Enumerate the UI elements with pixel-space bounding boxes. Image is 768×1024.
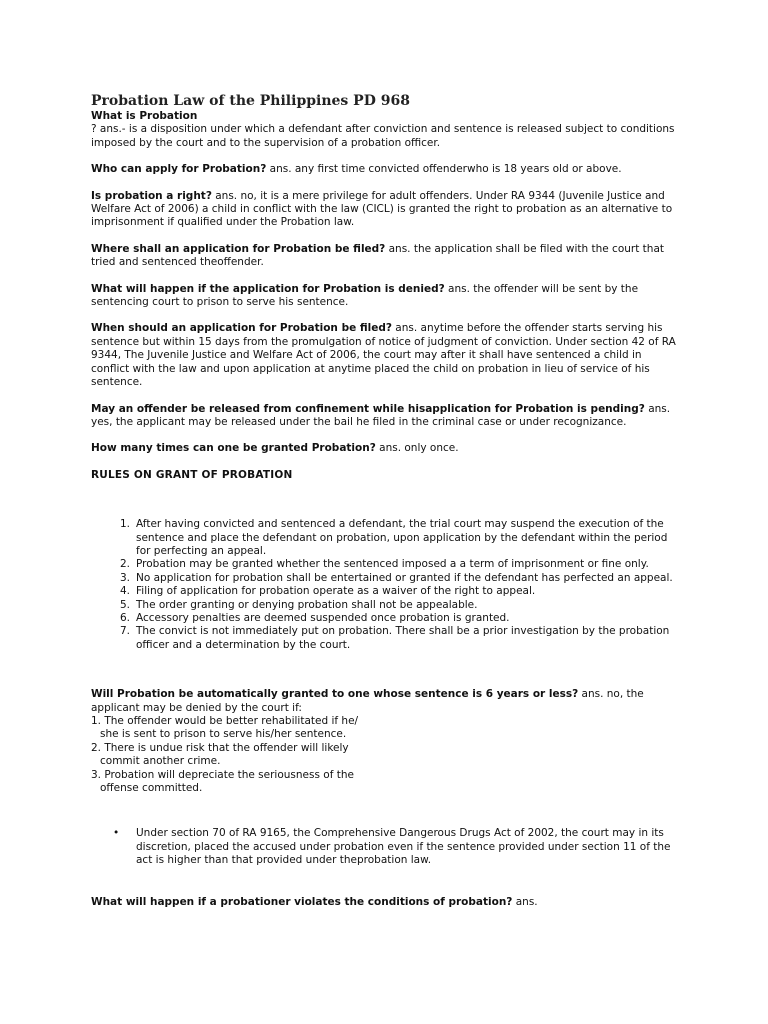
document-title: Probation Law of the Philippines PD 968 [91,93,410,109]
list-number: 5. [119,598,130,611]
answer: ans. yes, the applicant may be released under the bail he filed in the criminal case or under recognizance. [91,402,671,428]
list-text: After having convicted and sentenced a defendant, the trial court may suspend the execution of the sentence and place the defendant on probation, upon application by the defendant within the period for perfecting an appeal. [136,518,668,557]
list-text: Accessory penalties are deemed suspended once probation is granted. [136,611,510,624]
question: What will happen if the application for Probation is denied? [91,282,445,295]
bullet-icon: • [113,827,120,840]
question: Where shall an application for Probation be filed? [91,242,386,255]
list-number: 2. [119,558,130,571]
bullet-text: Under section 70 of RA 9165, the Comprehensive Dangerous Drugs Act of 2002, the court may in its discretion, placed the accused under probation even if the sentence provided under section 11 of the act is higher than that provided under theprobation law. [136,827,671,867]
qa-item [91,163,681,176]
list-item: 3. Probation will depreciate the seriousness of the offense committed. [91,768,354,795]
question: May an offender be released from confinement while hisapplication for Probation is pending? [91,402,645,415]
rules-list [91,518,681,652]
list-item: 2. There is undue risk that the offender will likely commit another crime. [91,741,349,768]
list-item [119,611,681,625]
qa-item [91,243,681,270]
question-what-is-probation: What is Probation [91,110,198,122]
list-number: 7. [119,625,130,638]
list-number: 4. [119,585,130,598]
list-item [119,558,681,571]
list-item: 1. The offender would be better rehabilitated if he/ she is sent to prison to serve his/her sentence. [91,715,359,741]
violation-section [91,896,681,909]
list-text: The order granting or denying probation shall not be appealable. [136,598,478,611]
answer: ans. anytime before the offender starts serving his sentence but within 15 days from the promulgation of notice of judgment of conviction. Under section 42 of RA 9344, The Juvenile Justice and Welfare Act of 2006, the court may after it shall have sentenced a child in conflict with the law and upon application at anytime placed the child on probation in lieu of service of his sentence. [91,322,676,389]
document-page [91,92,681,909]
denial-reasons-list [91,715,361,795]
list-text: The convict is not immediately put on probation. There shall be a prior investigation by the probation officer and a determination by the court. [136,625,670,651]
qa-item [91,442,681,455]
qa-item [91,322,681,389]
question: Is probation a right? [91,189,212,202]
auto-grant-section [91,688,681,795]
answer: ans. the offender will be sent by the sentencing court to prison to serve his sentence. [91,282,639,309]
list-number: 1. [119,518,130,531]
bullet-paragraph [91,827,681,867]
question: Who can apply for Probation? [91,163,267,176]
question: How many times can one be granted Probation? [91,442,376,455]
list-text: Probation may be granted whether the sentenced imposed a a term of imprisonment or fine only. [136,558,649,571]
answer: ans. [512,895,538,908]
answer: ans. only once. [375,442,459,455]
what-is-probation [91,110,681,150]
qa-item [91,283,681,310]
list-text: Filing of application for probation operate as a waiver of the right to appeal. [136,585,536,598]
answer: ans. any first time convicted offenderwho is 18 years old or above. [266,163,622,176]
list-number: 3. [119,571,130,584]
list-item [119,571,681,585]
answer: ans. no, the applicant may be denied by the court if: [91,688,644,714]
list-text: No application for probation shall be entertained or granted if the defendant has perfected an appeal. [136,571,673,584]
answer-what-is-probation: ? ans.- is a disposition under which a defendant after conviction and sentence is released subject to conditions imposed by the court and to the supervision of a probation officer. [91,123,675,149]
list-item [119,598,681,612]
question: What will happen if a probationer violates the conditions of probation? [91,895,513,908]
question: When should an application for Probation be filed? [91,322,392,335]
list-item [119,518,681,558]
list-item [119,585,681,598]
answer: ans. no, it is a mere privilege for adult offenders. Under RA 9344 (Juvenile Justice and Welfare Act of 2006) a child in conflict with the law (CICL) is granted the right to probation as an alternative to imprisonment if qualified under the Probation law. [91,189,673,229]
qa-item [91,190,681,230]
question: Will Probation be automatically granted to one whose sentence is 6 years or less? [91,688,579,701]
qa-item [91,403,681,430]
rules-heading: RULES ON GRANT OF PROBATION [91,468,293,481]
list-number: 6. [119,611,130,624]
answer: ans. the application shall be filed with the court that tried and sentenced theoffender. [91,242,664,269]
list-item [119,625,681,652]
